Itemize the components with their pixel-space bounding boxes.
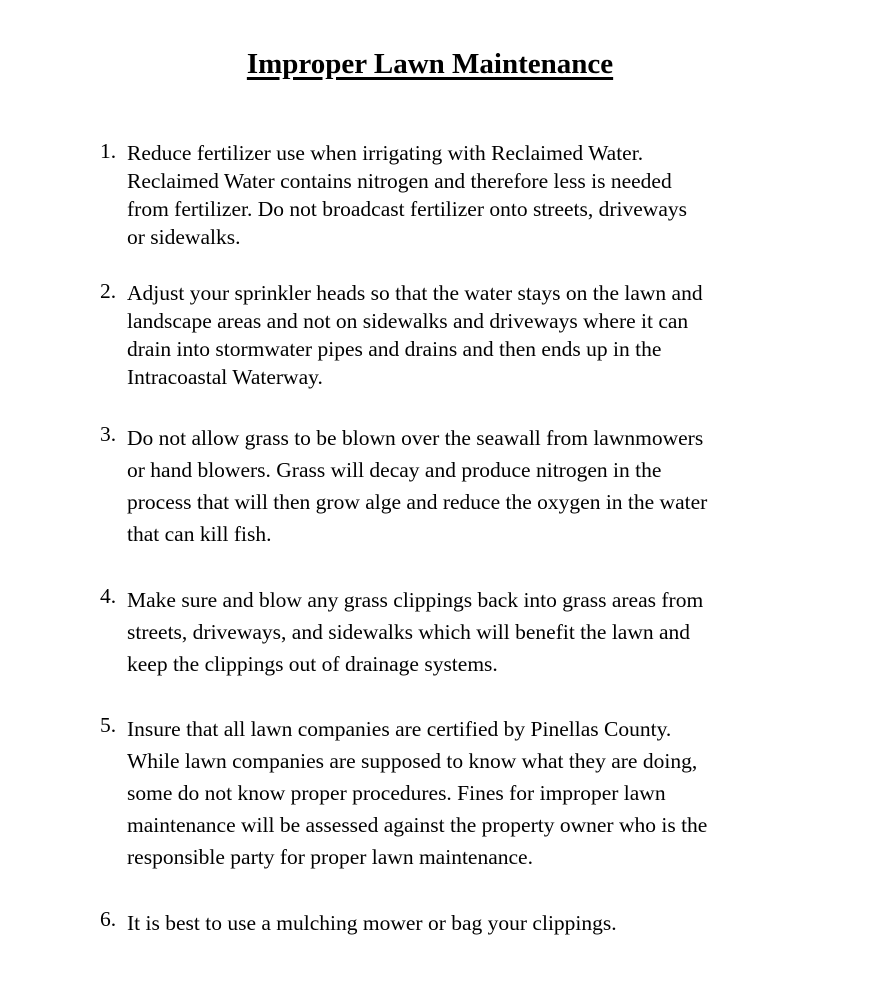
item-line: Insure that all lawn companies are certified by Pinellas County. — [127, 717, 672, 741]
item-text — [127, 422, 807, 550]
item-number: 4. — [100, 584, 117, 608]
item-line: some do not know proper procedures. Fines for improper lawn — [127, 781, 666, 805]
item-number: 3. — [100, 422, 117, 446]
item-line: landscape areas and not on sidewalks and driveways where it can — [127, 309, 689, 333]
item-line: keep the clippings out of drainage systems. — [127, 652, 498, 676]
item-line: streets, driveways, and sidewalks which will benefit the lawn and — [127, 620, 691, 644]
item-line: Reduce fertilizer use when irrigating with Reclaimed Water. — [127, 141, 644, 165]
item-number: 1. — [100, 139, 117, 163]
item-line: from fertilizer. Do not broadcast fertilizer onto streets, driveways — [127, 197, 687, 221]
item-line: process that will then grow alge and reduce the oxygen in the water — [127, 490, 708, 514]
item-line: Reclaimed Water contains nitrogen and therefore less is needed — [127, 169, 672, 193]
item-line: or sidewalks. — [127, 225, 241, 249]
item-line: Make sure and blow any grass clippings back into grass areas from — [127, 588, 704, 612]
item-line: maintenance will be assessed against the property owner who is the — [127, 813, 708, 837]
item-line: Do not allow grass to be blown over the seawall from lawnmowers — [127, 426, 704, 450]
item-line: While lawn companies are supposed to know what they are doing, — [127, 749, 698, 773]
item-number: 6. — [100, 907, 117, 931]
item-line: Adjust your sprinkler heads so that the water stays on the lawn and — [127, 281, 703, 305]
item-line: that can kill fish. — [127, 522, 272, 546]
item-line: It is best to use a mulching mower or bag your clippings. — [127, 911, 617, 935]
item-number: 5. — [100, 713, 117, 737]
document-title: Improper Lawn Maintenance — [246, 48, 614, 80]
item-text — [127, 584, 807, 680]
item-text — [127, 139, 807, 251]
item-text — [127, 907, 807, 939]
item-text — [127, 279, 807, 391]
item-line: Intracoastal Waterway. — [127, 365, 323, 389]
item-line: drain into stormwater pipes and drains and then ends up in the — [127, 337, 662, 361]
item-number: 2. — [100, 279, 117, 303]
item-line: or hand blowers. Grass will decay and produce nitrogen in the — [127, 458, 662, 482]
item-line: responsible party for proper lawn maintenance. — [127, 845, 533, 869]
item-text — [127, 713, 807, 873]
